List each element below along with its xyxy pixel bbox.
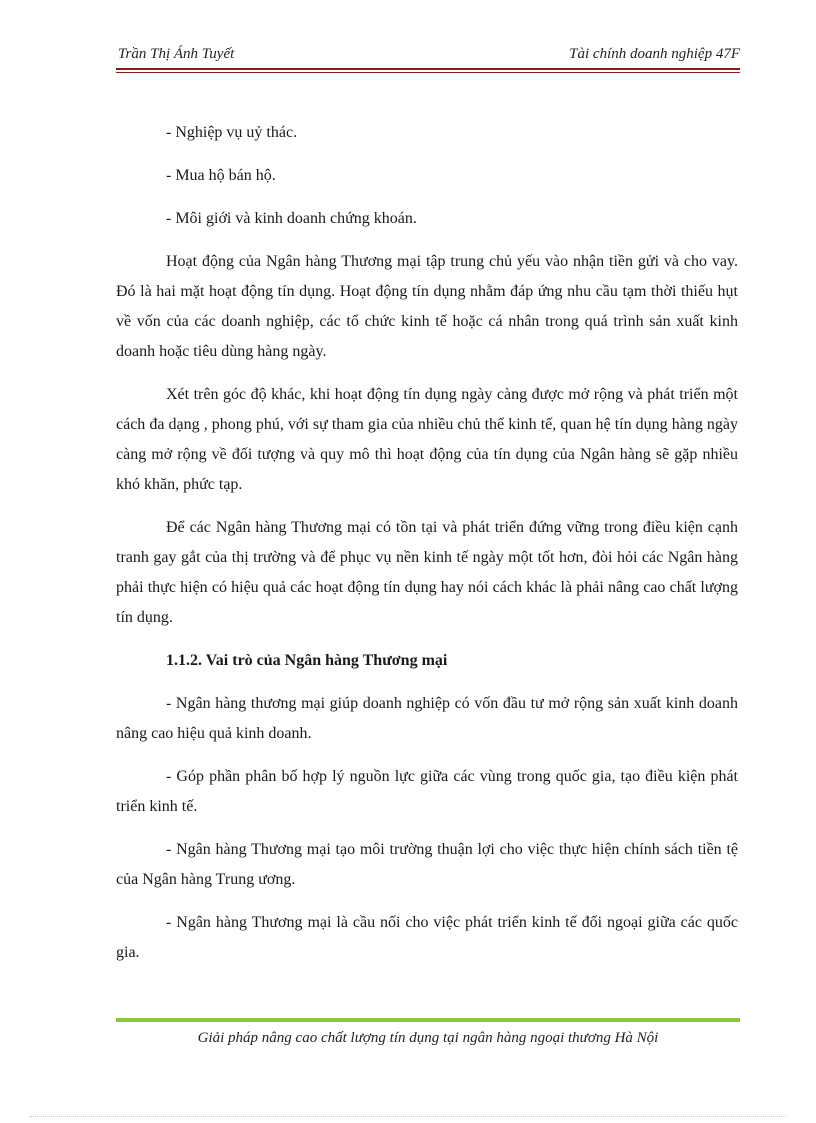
header-divider (116, 68, 740, 70)
paragraph: Để các Ngân hàng Thương mại có tồn tại và phát triển đứng vững trong điều kiện cạnh tranh gay gắt của thị trường và để phục vụ nền kinh tế ngày một tốt hơn, đòi hỏi các Ngân hàng phải thực hiện có hiệu quả các hoạt động tín dụng hay nói cách khác là phải nâng cao chất lượng tín dụng. (116, 519, 738, 626)
header-author: Trần Thị Ánh Tuyết (118, 46, 235, 62)
section-heading: 1.1.2. Vai trò của Ngân hàng Thương mại (166, 652, 448, 669)
list-item: - Góp phần phân bố hợp lý nguồn lực giữa các vùng trong quốc gia, tạo điều kiện phát triển kinh tế. (116, 768, 738, 815)
list-item: - Mua hộ bán hộ. (166, 167, 276, 184)
header-divider-thin (116, 72, 740, 73)
list-item: - Nghiệp vụ uỷ thác. (166, 124, 298, 141)
list-item: - Ngân hàng Thương mại là cầu nối cho việc phát triển kinh tế đối ngoại giữa các quốc gia. (116, 914, 738, 961)
page-body (116, 118, 738, 981)
paragraph: Xét trên góc độ khác, khi hoạt động tín dụng ngày càng được mở rộng và phát triển một cách đa dạng , phong phú, với sự tham gia của nhiều chủ thể kinh tế, quan hệ tín dụng hàng ngày càng mở rộng về đối tượng và quy mô thì hoạt động của tín dụng của Ngân hàng sẽ gặp nhiều khó khăn, phức tạp. (116, 386, 738, 493)
footer-divider (116, 1018, 740, 1022)
header-course: Tài chính doanh nghiệp 47F (569, 46, 740, 62)
list-item: - Ngân hàng Thương mại tạo môi trường thuận lợi cho việc thực hiện chính sách tiền tệ của Ngân hàng Trung ương. (116, 841, 738, 888)
list-item: - Môi giới và kinh doanh chứng khoán. (166, 210, 417, 227)
page-edge-dots (30, 1116, 786, 1117)
footer-title: Giải pháp nâng cao chất lượng tín dụng tại ngân hàng ngoại thương Hà Nội (197, 1030, 659, 1046)
list-item: - Ngân hàng thương mại giúp doanh nghiệp có vốn đầu tư mở rộng sản xuất kinh doanh nâng cao hiệu quả kinh doanh. (116, 695, 738, 742)
paragraph: Hoạt động của Ngân hàng Thương mại tập trung chủ yếu vào nhận tiền gửi và cho vay. Đó là hai mặt hoạt động tín dụng. Hoạt động tín dụng nhằm đáp ứng nhu cầu tạm thời thiếu hụt về vốn của các doanh nghiệp, các tổ chức kinh tế hoặc cá nhân trong quá trình sản xuất kinh doanh hoặc tiêu dùng hàng ngày. (116, 253, 738, 360)
